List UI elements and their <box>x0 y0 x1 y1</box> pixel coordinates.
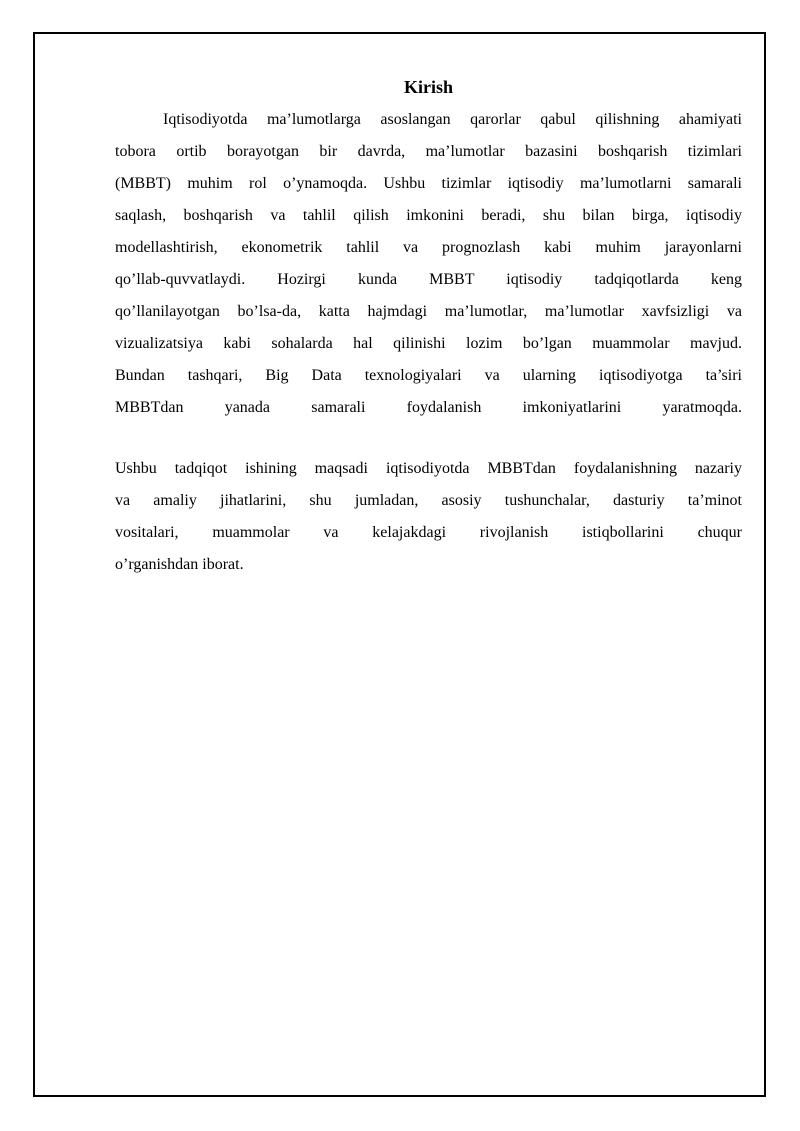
paragraph-intro <box>115 104 742 424</box>
section-title: Kirish <box>403 77 453 97</box>
text-line: (MBBT) muhim rol o’ynamoqda. Ushbu tizimlar iqtisodiy ma’lumotlarni samarali <box>115 175 742 192</box>
text-line: o’rganishdan iborat. <box>115 556 244 573</box>
text-line: qo’llab-quvvatlaydi. Hozirgi kunda MBBT iqtisodiy tadqiqotlarda keng <box>115 271 742 288</box>
text-line: saqlash, boshqarish va tahlil qilish imkonini beradi, shu bilan birga, iqtisodiy <box>115 207 742 224</box>
text-line: modellashtirish, ekonometrik tahlil va prognozlash kabi muhim jarayonlarni <box>115 239 742 256</box>
document-body <box>115 75 742 581</box>
text-line: tobora ortib borayotgan bir davrda, ma’lumotlar bazasini boshqarish tizimlari <box>115 143 742 160</box>
text-line: Bundan tashqari, Big Data texnologiyalari va ularning iqtisodiyotga ta’siri <box>115 367 742 384</box>
text-line: qo’llanilayotgan bo’lsa-da, katta hajmdagi ma’lumotlar, ma’lumotlar xavfsizligi va <box>115 303 742 320</box>
text-line: MBBTdan yanada samarali foydalanish imkoniyatlarini yaratmoqda. <box>115 399 742 416</box>
text-line: vositalari, muammolar va kelajakdagi rivojlanish istiqbollarini chuqur <box>115 524 742 541</box>
text-line: va amaliy jihatlarini, shu jumladan, asosiy tushunchalar, dasturiy ta’minot <box>115 492 742 509</box>
text-line: vizualizatsiya kabi sohalarda hal qilinishi lozim bo’lgan muammolar mavjud. <box>115 335 742 352</box>
text-line: Iqtisodiyotda ma’lumotlarga asoslangan qarorlar qabul qilishning ahamiyati <box>163 111 742 128</box>
paragraph-goal <box>115 453 742 581</box>
text-line: Ushbu tadqiqot ishining maqsadi iqtisodiyotda MBBTdan foydalanishning nazariy <box>115 460 742 477</box>
